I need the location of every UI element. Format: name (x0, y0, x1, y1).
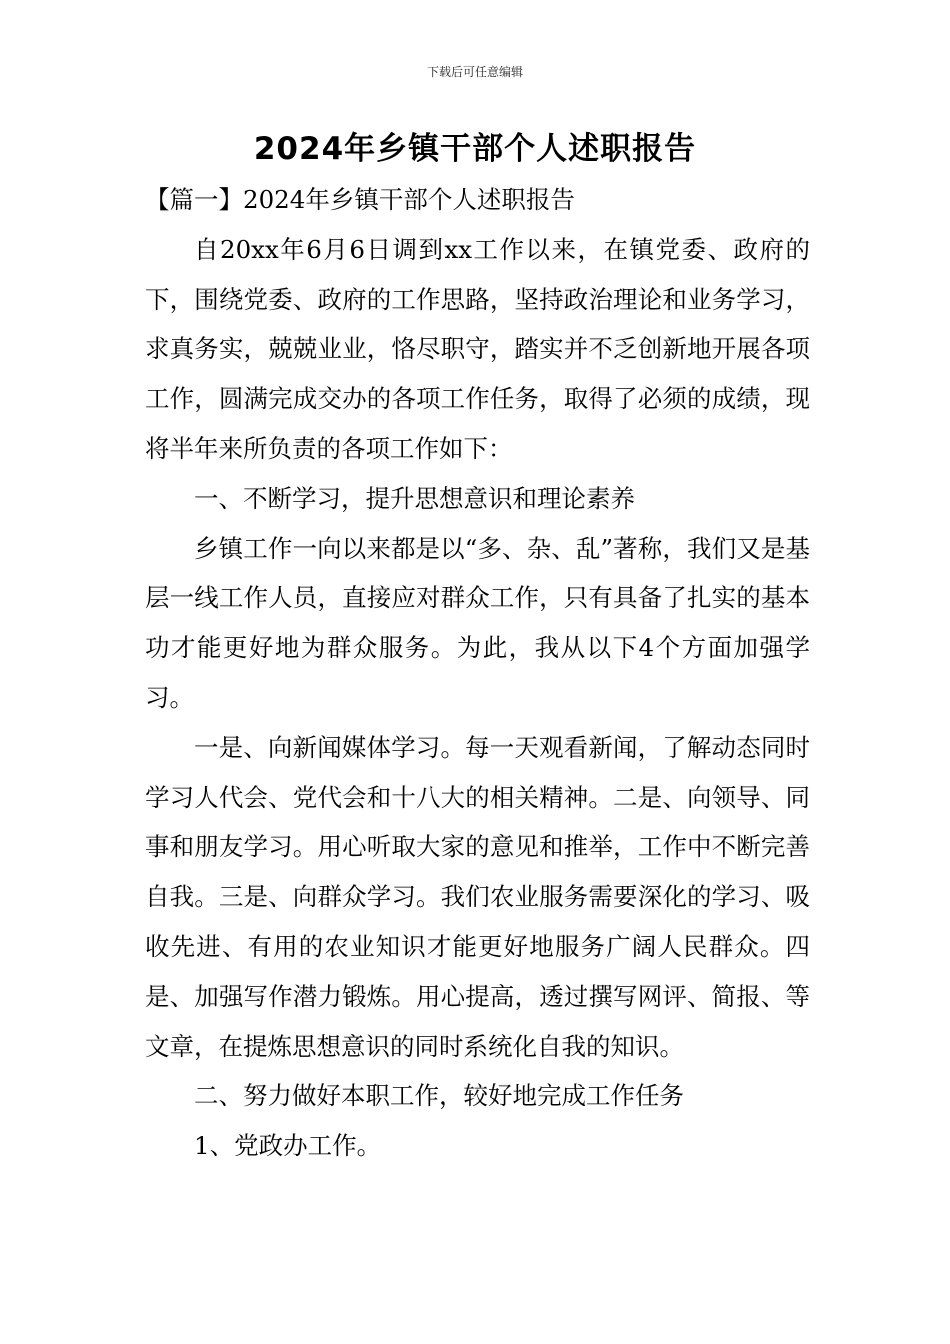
header-note: 下载后可任意编辑 (426, 65, 523, 79)
subsection-heading: 1、党政办工作。 (194, 1131, 382, 1161)
section-heading-1: 一、不断学习，提升思想意识和理论素养 (194, 483, 635, 513)
section-subtitle: 【篇一】2024年乡镇干部个人述职报告 (145, 185, 575, 214)
document-body (145, 175, 810, 1171)
paragraph: 一是、向新闻媒体学习。每一天观看新闻，了解动态同时学习人代会、党代会和十八大的相关精神。二是、向领导、同事和朋友学习。用心听取大家的意见和推举，工作中不断完善自我。三是、向群众学习。我们农业服务需要深化的学习、吸收先进、有用的农业知识才能更好地服务广阔人民群众。四是、加强写作潜力锻炼。用心提高，透过撰写网评、简报、等文章，在提炼思想意识的同时系统化自我的知识。 (145, 732, 810, 1061)
section-heading-2: 二、努力做好本职工作，较好地完成工作任务 (194, 1081, 684, 1111)
document-title: 2024年乡镇干部个人述职报告 (253, 131, 697, 167)
paragraph-intro: 自20xx年6月6日调到xx工作以来，在镇党委、政府的下，围绕党委、政府的工作思路，坚持政治理论和业务学习，求真务实，兢兢业业，恪尽职守，踏实并不乏创新地开展各项工作，圆满完成交办的各项工作任务，取得了必须的成绩，现将半年来所负责的各项工作如下： (145, 234, 810, 463)
paragraph: 乡镇工作一向以来都是以“多、杂、乱”著称，我们又是基层一线工作人员，直接应对群众工作，只有具备了扎实的基本功才能更好地为群众服务。为此，我从以下4个方面加强学习。 (145, 533, 810, 712)
